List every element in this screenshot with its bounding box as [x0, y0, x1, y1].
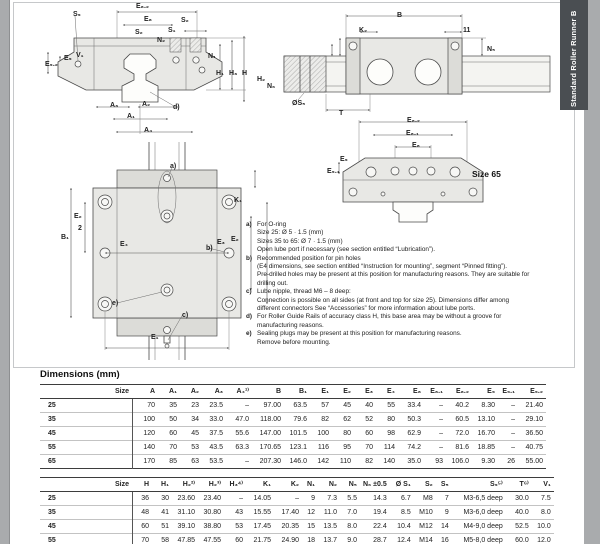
table-cell: 142 — [317, 458, 329, 465]
table-cell: 7.3 — [327, 495, 337, 502]
dimension-label: N₂ — [157, 37, 166, 44]
table-cell: – — [439, 416, 443, 423]
table-cell: 70 — [147, 402, 155, 409]
table-cell: 38.80 — [203, 523, 221, 530]
table-row — [40, 506, 554, 520]
figure-note — [246, 330, 580, 347]
dimension-label: S₁ — [168, 27, 176, 34]
dimension-label: B — [397, 12, 403, 19]
dimension-label: E₉.₂ — [45, 61, 58, 68]
table-cell: 47.0 — [235, 416, 249, 423]
table-cell: 60 — [169, 430, 177, 437]
note-line: For Roller Guide Rails of accuracy class H, this base area may be without a groove for — [257, 313, 502, 321]
dimension-label: 2 — [78, 225, 82, 232]
table-cell: – — [295, 495, 299, 502]
table-cell: 40.2 — [455, 402, 469, 409]
dimensions-table-2 — [40, 477, 554, 544]
table-row — [40, 534, 554, 544]
row-size: 65 — [40, 455, 132, 469]
column-header: A₃ — [202, 385, 226, 399]
column-header: H₂²⁾ — [172, 478, 198, 492]
column-header: Size — [40, 385, 132, 399]
table-cell: 58 — [161, 537, 169, 544]
table-row — [40, 399, 546, 413]
note-line: Remove before mounting. — [257, 338, 331, 346]
table-cell: 6.7 — [401, 495, 411, 502]
table-cell: 57 — [321, 402, 329, 409]
table-cell: 123.1 — [289, 444, 307, 451]
dimension-label: E₈.₂ — [407, 117, 421, 124]
table-cell: 8.0 — [347, 523, 357, 530]
column-header: V₁ — [532, 478, 554, 492]
note-line: For O-ring — [257, 221, 287, 228]
table-cell: M14 — [419, 537, 433, 544]
table-cell: 11.0 — [323, 509, 337, 516]
column-header: K₂ — [274, 478, 302, 492]
table-cell: 62.9 — [407, 430, 421, 437]
table-cell: M3-6,0 deep — [463, 509, 503, 516]
note-key: e) — [246, 330, 252, 338]
dimension-label: V₁ — [76, 52, 84, 59]
table-row — [40, 520, 554, 534]
column-header: E₁ — [310, 385, 332, 399]
table-cell: 147.00 — [259, 430, 281, 437]
table-cell: 82 — [321, 416, 329, 423]
table-cell: 13.10 — [477, 416, 495, 423]
table-cell: 30 — [161, 495, 169, 502]
dimension-label: A₂ — [142, 101, 151, 108]
table-cell: 29.10 — [525, 416, 543, 423]
table-cell: 62 — [343, 416, 351, 423]
dimension-label: A₄ — [144, 127, 153, 134]
table-cell: 13.7 — [323, 537, 337, 544]
dimension-label: a) — [170, 163, 177, 170]
table-cell: 8.5 — [401, 509, 411, 516]
table-cell: 120 — [143, 430, 155, 437]
column-header: E₈.₁ — [424, 385, 446, 399]
column-header: S₉⁵⁾ — [452, 478, 506, 492]
table-cell: 47.85 — [177, 537, 195, 544]
table-cell: 53 — [235, 523, 243, 530]
table-cell: 17.40 — [281, 509, 299, 516]
figure-note — [246, 221, 580, 255]
column-header: A₁ — [158, 385, 180, 399]
column-header: Size — [40, 478, 132, 492]
table-cell: 24.90 — [281, 537, 299, 544]
note-key: b) — [246, 254, 253, 262]
table-cell: 81.6 — [455, 444, 469, 451]
dimension-label: H₃ — [229, 70, 238, 77]
table-cell: 40.75 — [525, 444, 543, 451]
table-cell: 43 — [235, 509, 243, 516]
dimension-label: H₂ — [257, 76, 266, 83]
note-key: c) — [246, 288, 252, 296]
table-cell: 55.00 — [525, 458, 543, 465]
table-cell: 72.0 — [455, 430, 469, 437]
dimension-label: S₂ — [135, 29, 143, 36]
dimension-label: K₁ — [234, 197, 242, 204]
table-cell: 14.3 — [373, 495, 387, 502]
table-cell: M10 — [419, 509, 433, 516]
table-cell: – — [239, 495, 243, 502]
dimension-label: ØS₅ — [292, 100, 306, 107]
dimension-label: H — [242, 70, 248, 77]
document-page — [10, 0, 584, 544]
dimension-label: E₂ — [74, 213, 82, 220]
column-header: N₁ — [302, 478, 318, 492]
table-cell: M8 — [423, 495, 433, 502]
dimension-label: A₁ — [127, 113, 135, 120]
table-cell: 30.80 — [203, 509, 221, 516]
table-cell: 10.4 — [397, 523, 411, 530]
table-cell: 55 — [387, 402, 395, 409]
table-cell: 53.5 — [209, 458, 223, 465]
table-cell: 79.6 — [293, 416, 307, 423]
row-size: 25 — [40, 492, 132, 506]
note-line: Size 25: Ø 5 · 1.5 (mm) — [257, 229, 324, 237]
table-cell: 9 — [444, 509, 449, 516]
table-cell: 15 — [307, 523, 315, 530]
table-cell: 30.0 — [515, 495, 529, 502]
note-line: Connection is possible on all sides (at front and top for size 25). Dimensions differ among — [257, 296, 510, 304]
table-cell: 5.5 — [347, 495, 357, 502]
table-cell: 48 — [141, 509, 149, 516]
table-cell: 170.65 — [259, 444, 281, 451]
table-cell: 23.60 — [177, 495, 195, 502]
column-header: K₁ — [246, 478, 274, 492]
table-cell: 7.5 — [541, 495, 551, 502]
table-cell: 85 — [169, 458, 177, 465]
column-header: N₂ — [318, 478, 340, 492]
note-line: Open lube port if necessary (see section entitled “Lubrication”). — [257, 246, 435, 254]
table-cell: 16 — [440, 537, 449, 544]
table-cell: 8.0 — [541, 509, 551, 516]
table-cell: 7 — [444, 495, 449, 502]
note-line: Pre-drilled holes may be present at this position for manufacturing reasons. They are suitable for — [257, 271, 530, 279]
dimension-label: H₁ — [216, 70, 224, 77]
table-cell: 53 — [191, 444, 199, 451]
table-row — [40, 427, 546, 441]
table-cell: 28.7 — [373, 537, 387, 544]
table-cell: 33.0 — [209, 416, 223, 423]
table-cell: 52 — [365, 416, 373, 423]
dimension-label: Size 65 — [472, 169, 501, 179]
table-cell: – — [511, 444, 515, 451]
table-cell: M12 — [419, 523, 433, 530]
figure-note — [246, 288, 580, 313]
table-cell: 207.30 — [259, 458, 281, 465]
column-header: E₈.₂ — [446, 385, 472, 399]
table-cell: 14 — [440, 523, 449, 530]
dimension-label: S₉ — [73, 11, 81, 18]
dimension-label: E₈ — [412, 142, 420, 149]
table-cell: M5-8,0 deep — [463, 537, 503, 544]
table-cell: 7.0 — [347, 509, 357, 516]
dimension-label: B₁ — [61, 234, 69, 241]
note-key: d) — [246, 313, 253, 321]
table-cell: – — [245, 458, 249, 465]
table-cell: 170 — [143, 458, 155, 465]
figure-note — [246, 313, 580, 330]
table-cell: 95 — [343, 444, 351, 451]
table-cell: 12 — [307, 509, 315, 516]
table-cell: 23.5 — [209, 402, 223, 409]
note-line: (E4 dimensions, see section entitled “Instruction for mounting”, segment “Pinned fitting”). — [257, 263, 508, 271]
row-size: 45 — [40, 520, 132, 534]
dimension-label: c) — [182, 312, 189, 319]
table-cell: 63.5 — [293, 402, 307, 409]
table-cell: 8.30 — [481, 402, 495, 409]
table-cell: 10.0 — [537, 523, 551, 530]
table-cell: 12.4 — [397, 537, 411, 544]
table-cell: – — [245, 402, 249, 409]
dimension-label: d) — [173, 104, 180, 111]
table-cell: 55.6 — [235, 430, 249, 437]
table-cell: 9 — [311, 495, 315, 502]
table-cell: 26 — [507, 458, 515, 465]
table-cell: – — [511, 402, 515, 409]
dimensions-heading: Dimensions (mm) — [40, 369, 120, 380]
table-cell: 146.0 — [289, 458, 307, 465]
table-row — [40, 492, 554, 506]
dimension-label: e) — [112, 300, 119, 307]
column-header: H₁ — [152, 478, 172, 492]
column-header: N₅ — [340, 478, 360, 492]
column-header: A — [132, 385, 158, 399]
table-cell: 82 — [365, 458, 373, 465]
column-header: E₄ — [376, 385, 398, 399]
table-cell: 70 — [141, 537, 149, 544]
dimension-label: E₉ — [340, 156, 348, 163]
column-header: A₂ — [180, 385, 202, 399]
row-size: 35 — [40, 413, 132, 427]
row-size: 25 — [40, 399, 132, 413]
table-cell: 35 — [169, 402, 177, 409]
table-cell: 13.5 — [323, 523, 337, 530]
column-header: N₆ ±0.5 — [360, 478, 390, 492]
table-cell: 93 — [435, 458, 443, 465]
table-cell: M3-6,5 deep — [463, 495, 503, 502]
dimensions-table-1 — [40, 384, 546, 469]
table-cell: 60 — [141, 523, 149, 530]
table-cell: 101.5 — [289, 430, 307, 437]
table-cell: 17.45 — [253, 523, 271, 530]
table-cell: 31.10 — [177, 509, 195, 516]
note-line: Lube nipple, thread M6 – 8 deep: — [257, 288, 351, 296]
table-cell: 9.30 — [481, 458, 495, 465]
column-header: E₉ — [472, 385, 498, 399]
column-header: E₉.₁ — [498, 385, 518, 399]
table-cell: 118.00 — [260, 416, 281, 423]
row-size: 35 — [40, 506, 132, 520]
table-cell: 100 — [317, 430, 329, 437]
table-cell: 21.75 — [253, 537, 271, 544]
table-cell: 114 — [383, 444, 395, 451]
column-header: E₈ — [398, 385, 424, 399]
table-cell: 60.5 — [455, 416, 469, 423]
column-header: Ø S₁ — [390, 478, 414, 492]
table-cell: 70 — [169, 444, 177, 451]
table-cell: 60 — [235, 537, 243, 544]
note-line: different connectors See “Accessories” for more information about lube ports. — [257, 305, 475, 313]
table2-header-row — [40, 478, 554, 492]
column-header: B — [252, 385, 284, 399]
figure-notes — [246, 221, 580, 347]
column-header: S₅ — [436, 478, 452, 492]
table-cell: 51 — [161, 523, 169, 530]
table-cell: 63.3 — [235, 444, 249, 451]
table-cell: 33.4 — [407, 402, 421, 409]
dimension-label: N₁ — [208, 53, 216, 60]
table-cell: 37.5 — [209, 430, 223, 437]
section-tab: Standard Roller Runner B — [560, 0, 588, 110]
column-header: H — [132, 478, 152, 492]
table-cell: 40.0 — [515, 509, 529, 516]
table-cell: – — [439, 444, 443, 451]
table1-header-row — [40, 385, 546, 399]
table-cell: 19.4 — [373, 509, 387, 516]
dimension-label: A₃ — [110, 102, 119, 109]
table-cell: 36 — [141, 495, 149, 502]
table-cell: 23 — [191, 402, 199, 409]
column-header: H₂³⁾ — [198, 478, 224, 492]
column-header: H₃⁴⁾ — [224, 478, 246, 492]
table-row — [40, 441, 546, 455]
table-cell: – — [511, 416, 515, 423]
table-cell: 63 — [191, 458, 199, 465]
table-cell: 22.4 — [373, 523, 387, 530]
table-cell: 34 — [191, 416, 199, 423]
table-cell: 98 — [387, 430, 395, 437]
row-size: 45 — [40, 427, 132, 441]
dimension-label: E₈.₁ — [406, 130, 419, 137]
table-cell: 40 — [365, 402, 373, 409]
dimension-label: 11 — [463, 27, 471, 34]
dimension-label: S₂ — [181, 17, 189, 24]
table-cell: 47.55 — [203, 537, 221, 544]
table-cell: 110 — [339, 458, 351, 465]
table-cell: 80 — [387, 416, 395, 423]
table-cell: 140 — [383, 458, 395, 465]
dimension-label: N₆ — [267, 83, 276, 90]
table-cell: – — [439, 402, 443, 409]
dimension-label: E₉.₁ — [327, 168, 340, 175]
table-cell: 12.0 — [537, 537, 551, 544]
dimension-label: N₅ — [487, 46, 496, 53]
column-header: S₂ — [414, 478, 436, 492]
table-cell: 52.5 — [515, 523, 529, 530]
table-cell: 41 — [161, 509, 169, 516]
row-size: 55 — [40, 534, 132, 544]
table-cell: – — [511, 430, 515, 437]
table-cell: 60 — [365, 430, 373, 437]
table-cell: 20.35 — [281, 523, 299, 530]
column-header: E₂ — [332, 385, 354, 399]
table-cell: 60.0 — [515, 537, 529, 544]
table-cell: 15.55 — [253, 509, 271, 516]
dimension-label: E₂ — [231, 236, 239, 243]
table-cell: 106.0 — [451, 458, 469, 465]
table-cell: 18 — [307, 537, 315, 544]
column-header: A₄¹⁾ — [226, 385, 252, 399]
dimension-label: E₃ — [217, 239, 225, 246]
note-line: Recommended position for pin holes — [257, 254, 361, 262]
dimension-label: E₄ — [120, 241, 129, 248]
dimension-label: T — [339, 110, 344, 117]
table-cell: 140 — [143, 444, 155, 451]
table-cell: 35.0 — [407, 458, 421, 465]
table-cell: – — [439, 430, 443, 437]
table-cell: 97.00 — [263, 402, 281, 409]
table-cell: 50 — [169, 416, 177, 423]
table-cell: 9.0 — [347, 537, 357, 544]
table-cell: 36.50 — [525, 430, 543, 437]
dimension-label: E₈ — [144, 16, 152, 23]
column-header: E₃ — [354, 385, 376, 399]
note-line: manufacturing reasons. — [257, 321, 324, 329]
table-cell: 50.3 — [407, 416, 421, 423]
table-cell: 80 — [343, 430, 351, 437]
table-cell: 116 — [317, 444, 329, 451]
table-cell: 74.2 — [407, 444, 421, 451]
dimension-label: b) — [206, 245, 213, 252]
table-cell: 18.85 — [477, 444, 495, 451]
table-cell: 23.40 — [203, 495, 221, 502]
column-header: E₉.₂ — [518, 385, 546, 399]
dimension-label: E₉ — [64, 55, 72, 62]
table-cell: 14.05 — [253, 495, 271, 502]
table-cell: 21.40 — [525, 402, 543, 409]
table-row — [40, 455, 546, 469]
dimension-label: K₂ — [359, 27, 368, 34]
table-cell: 43.5 — [209, 444, 223, 451]
row-size: 55 — [40, 441, 132, 455]
note-line: Sealing plugs may be present at this position for manufacturing reasons. — [257, 330, 462, 338]
table-cell: M4-9,0 deep — [463, 523, 503, 530]
note-line: Sizes 35 to 65: Ø 7 · 1.5 (mm) — [257, 237, 343, 245]
table-cell: 16.70 — [477, 430, 495, 437]
dimension-label: E₁ — [151, 334, 159, 341]
note-key: a) — [246, 221, 252, 228]
note-line: drilling out. — [257, 279, 288, 287]
figure-note — [246, 255, 580, 289]
table-cell: 45 — [191, 430, 199, 437]
table-row — [40, 413, 546, 427]
dimension-label: E₈.₂ — [136, 3, 150, 10]
column-header: T⁶⁾ — [506, 478, 532, 492]
table-cell: 39.10 — [177, 523, 195, 530]
table-cell: 70 — [365, 444, 373, 451]
table-cell: 45 — [343, 402, 351, 409]
column-header: B₁ — [284, 385, 310, 399]
side-view-drawing — [282, 10, 572, 118]
table-cell: 100 — [143, 416, 155, 423]
